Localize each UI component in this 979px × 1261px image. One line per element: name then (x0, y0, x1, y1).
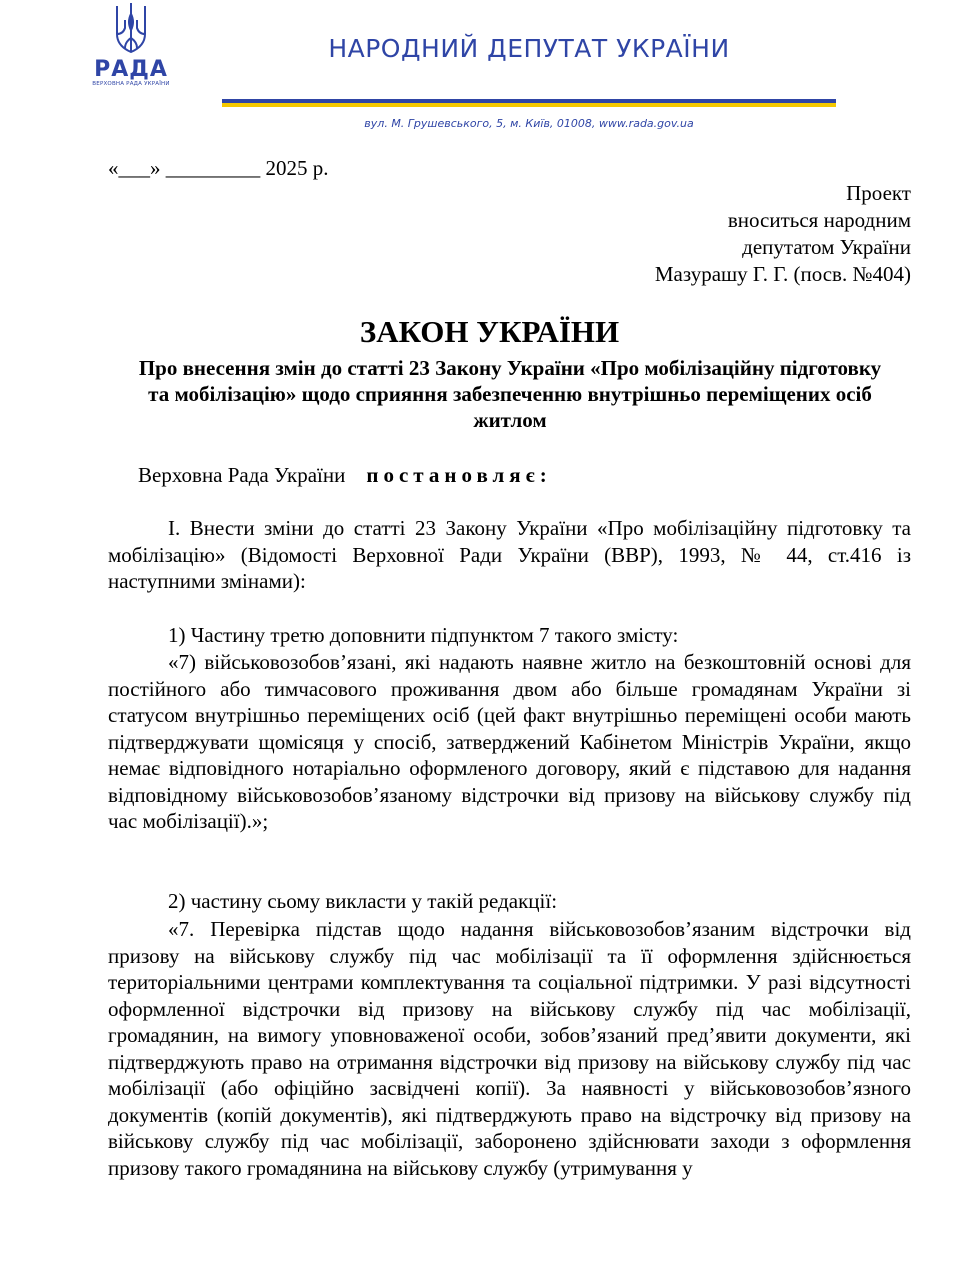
law-subtitle: Про внесення змін до статті 23 Закону України «Про мобілізаційну підготовку та мобілізацію» щодо сприяння забезпеченню внутрішньо переміщених осіб житлом (138, 356, 882, 432)
rada-logo (86, 0, 176, 104)
logo-wordmark: РАДА (94, 57, 168, 82)
paragraph-item-1: 1) Частину третю доповнити підпунктом 7 такого змісту: (168, 623, 679, 647)
decree-line (138, 462, 552, 489)
paragraph-intro: І. Внести зміни до статті 23 Закону України «Про мобілізаційну підготовку та мобілізацію» (Відомості Верховної Ради України (ВВР), 1993, № 44, ст.416 із наступними змінами): (108, 516, 911, 593)
trident-icon (111, 0, 151, 58)
project-note-line: Проект (846, 181, 911, 205)
decree-text: Верховна Рада України (138, 463, 346, 487)
decree-word: постановляє: (366, 463, 552, 487)
date-line: «___» _________ 2025 р. (108, 156, 329, 180)
paragraph-item-1-text: «7) військовозобов’язані, які надають наявне житло на безкоштовній основі для постійного або тимчасового проживання двом або більше громадянам України зі статусом внутрішньо переміщених осіб (цей факт внутрішньо переміщені особи мають підтверджувати щомісяця у спосіб, затверджений Кабінетом Міністрів України, якщо немає відповідного нотаріально оформленого договору, який є підставою для надання відповідному військовозобов’язаному відстрочки від призову на військову службу під час мобілізації).»; (108, 650, 911, 833)
project-note-line: Мазурашу Г. Г. (посв. №404) (654, 262, 911, 286)
header-divider (222, 99, 836, 107)
project-note-line: вноситься народним (727, 208, 911, 232)
paragraph-item-2: 2) частину сьому викласти у такій редакції: (168, 889, 558, 913)
project-note (655, 180, 911, 288)
project-note-line: депутатом України (742, 235, 911, 259)
law-title: ЗАКОН УКРАЇНИ (359, 314, 620, 349)
logo-subtitle: ВЕРХОВНА РАДА УКРАЇНИ (92, 81, 170, 87)
header-address: вул. М. Грушевського, 5, м. Київ, 01008, www.rada.gov.ua (364, 117, 694, 130)
paragraph-item-2-text: «7. Перевірка підстав щодо надання військовозобов’язаним відстрочки від призову на військову службу під час мобілізації та її оформлення здійснюється територіальними центрами комплектування та соціальної підтримки. У разі відсутності оформленної відстрочки від призову на військову службу під час мобілізації, громадянин, на вимогу уповноваженої особи, зобов’язаний пред’явити документи, які підтверджують право на отримання відстрочки від призову на військову службу під час мобілізації (або офіційно засвідчені копії). За наявності у військовозобов’язного документів (копій документів), які підтверджують право на відстрочку від призову на військову службу під час мобілізації, заборонено здійснювати заходи з оформлення призову такого громадянина на військову службу (утримування у (108, 917, 911, 1180)
header-title: НАРОДНИЙ ДЕПУТАТ УКРАЇНИ (328, 34, 730, 63)
